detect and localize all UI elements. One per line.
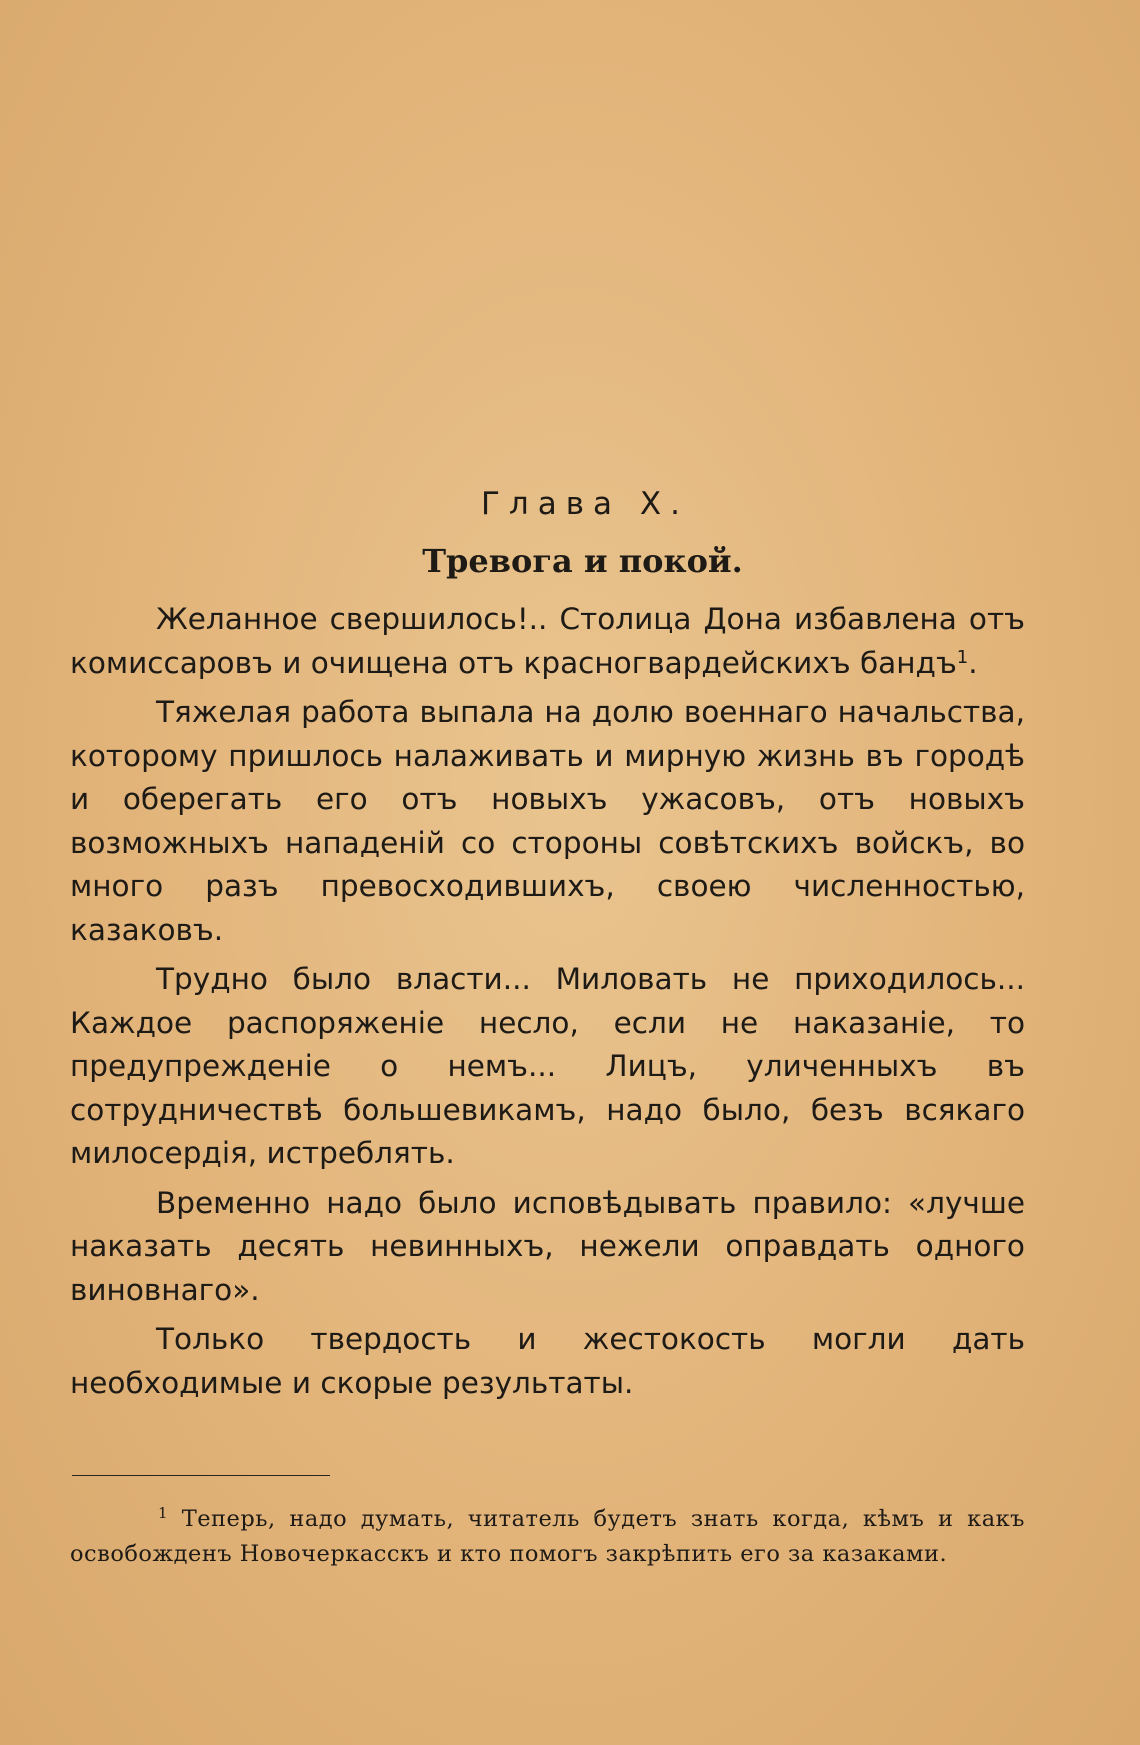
paragraph-tail: . [968,645,978,680]
paragraph: Тяжелая работа выпала на долю военнаго начальства, которому пришлось налаживать и мирную жизнь въ городѣ и оберегать его отъ новыхъ ужасовъ, отъ новыхъ возможныхъ нападенiй со стороны совѣтскихъ войскъ, во много разъ превосходившихъ, своею численностью, казаковъ. [70,695,1025,947]
footnote-divider [72,1475,330,1476]
paragraph: Трудно было власти... Миловать не приходилось... Каждое распоряженiе несло, если не наказанiе, то предупрежденiе о немъ... Лицъ, уличенныхъ въ сотрудничествѣ большевикамъ, надо было, безъ всякаго милосердiя, истреблять. [70,962,1025,1170]
chapter-heading: Глава X. [481,486,689,522]
footnote-marker: 1 [158,1504,169,1522]
chapter-title: Тревога и покой. [422,542,743,580]
footnote-ref: 1 [956,646,969,668]
footnote-paragraph [70,1502,1025,1572]
paragraph [70,598,1025,685]
paragraph-text: Желанное свершилось!.. Столица Дона избавлена отъ комиссаровъ и очищена отъ красногвардейскихъ бандъ [70,602,1025,680]
main-text [70,598,1025,1411]
footnote [70,1502,1025,1572]
footnote-text: Теперь, надо думать, читатель будетъ знать когда, кѣмъ и какъ освобожденъ Новочеркасскъ и кто помогъ закрѣпить его за казаками. [70,1506,1026,1567]
paragraph: Временно надо было исповѣдывать правило: «лучше наказать десять невинныхъ, нежели оправдать одного виновнаго». [70,1185,1025,1307]
paragraph: Только твердость и жестокость могли дать необходимые и скорые результаты. [70,1322,1025,1400]
